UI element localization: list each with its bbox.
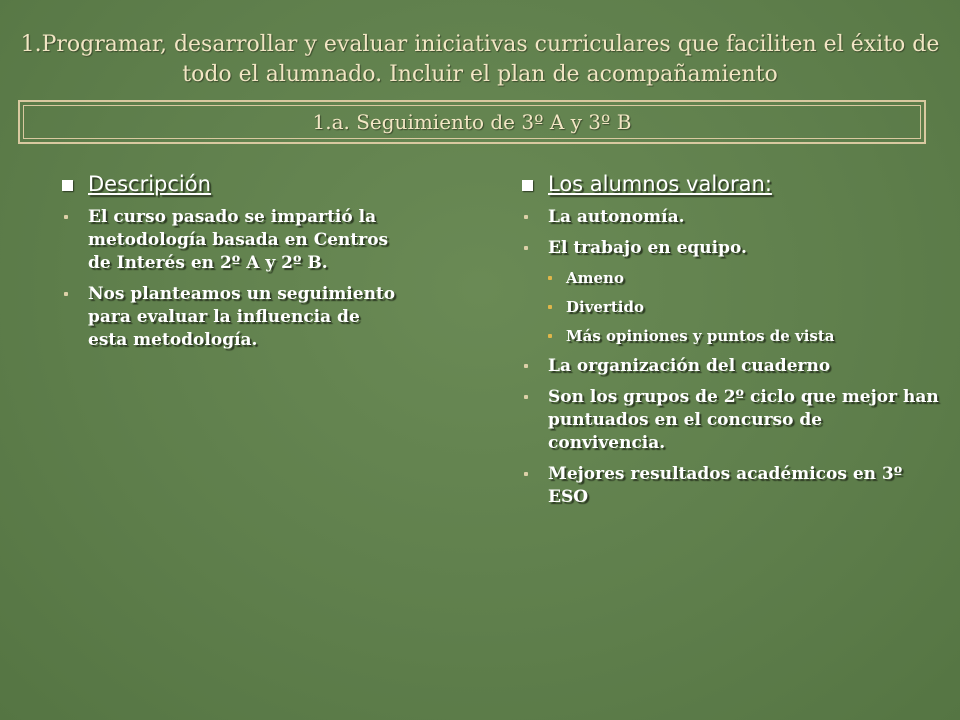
sub-list-item <box>522 326 942 347</box>
bullet-icon <box>64 292 68 296</box>
sub-list-item-text: Divertido <box>566 298 644 316</box>
bullet-icon <box>524 395 528 399</box>
sub-bullet-icon <box>548 334 552 338</box>
left-heading-text: Descripción <box>88 172 211 196</box>
list-item <box>522 355 942 378</box>
subtitle-frame <box>18 100 926 144</box>
list-item-text: El curso pasado se impartió la metodología basada en Centros de Interés en 2º A y 2º B. <box>88 207 389 273</box>
sub-list-item-text: Más opiniones y puntos de vista <box>566 327 835 345</box>
sub-bullet-icon <box>548 305 552 309</box>
list-item <box>522 237 942 260</box>
list-item <box>522 206 942 229</box>
left-list <box>62 206 402 352</box>
sub-list-item <box>522 268 942 289</box>
list-item <box>62 283 402 352</box>
list-item <box>522 463 942 509</box>
square-bullet-icon <box>522 180 533 191</box>
right-heading-text: Los alumnos valoran: <box>548 172 772 196</box>
bullet-icon <box>524 364 528 368</box>
slide-title: 1.Programar, desarrollar y evaluar iniciativas curriculares que faciliten el éxito de todo el alumnado. Incluir el plan de acompañamiento <box>20 32 940 87</box>
bullet-icon <box>524 215 528 219</box>
square-bullet-icon <box>62 180 73 191</box>
right-list <box>522 206 942 509</box>
left-column <box>62 172 402 360</box>
list-item-text: La organización del cuaderno <box>548 356 831 376</box>
right-column <box>522 172 942 517</box>
sub-bullet-icon <box>548 276 552 280</box>
bullet-icon <box>64 215 68 219</box>
bullet-icon <box>524 472 528 476</box>
bullet-icon <box>524 246 528 250</box>
sub-list-item <box>522 297 942 318</box>
slide-subtitle: 1.a. Seguimiento de 3º A y 3º B <box>312 110 632 134</box>
left-heading <box>62 172 402 196</box>
list-item <box>522 386 942 455</box>
right-heading <box>522 172 942 196</box>
sub-list-item-text: Ameno <box>566 269 624 287</box>
list-item-text: El trabajo en equipo. <box>548 238 747 258</box>
list-item-text: Nos planteamos un seguimiento para evaluar la influencia de esta metodología. <box>88 284 396 350</box>
list-item <box>62 206 402 275</box>
list-item-text: Mejores resultados académicos en 3º ESO <box>548 464 903 507</box>
list-item-text: La autonomía. <box>548 207 685 227</box>
list-item-text: Son los grupos de 2º ciclo que mejor han puntuados en el concurso de convivencia. <box>548 387 939 453</box>
